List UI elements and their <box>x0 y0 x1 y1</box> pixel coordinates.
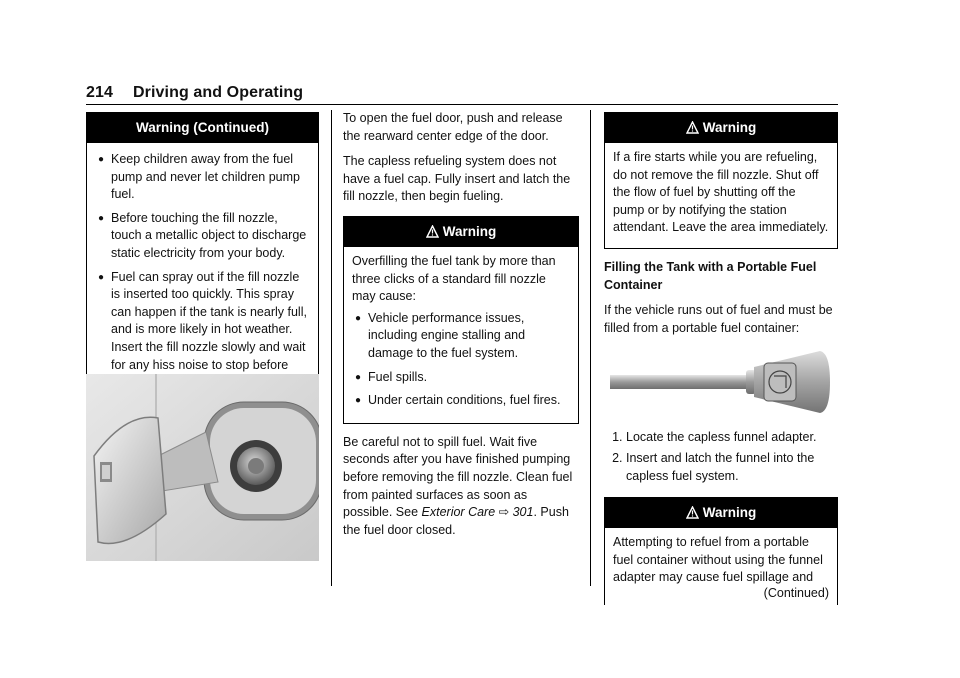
warning-bullet-list <box>352 310 570 410</box>
warning-box-portable <box>604 497 838 604</box>
warning-triangle-icon <box>686 500 699 530</box>
header-rule <box>86 104 838 105</box>
portable-container-heading: Filling the Tank with a Portable Fuel Container <box>604 259 817 292</box>
bullet-icon: ● <box>98 212 105 224</box>
list-item: ● Keep children away from the fuel pump and never let children pump fuel. <box>98 152 301 202</box>
list-item: ● Before touching the fill nozzle, touch a metallic object to discharge static electricity from your body. <box>98 210 307 260</box>
right-column <box>604 112 838 605</box>
warning-triangle-icon <box>426 219 439 249</box>
warning-header: Warning <box>605 113 837 143</box>
fuel-door-photo <box>86 374 319 561</box>
list-item: 1. Locate the capless funnel adapter. <box>626 429 838 447</box>
bullet-icon: ● <box>98 271 105 283</box>
list-item: ● Fuel can spray out if the fill nozzle is inserted too quickly. This spray can happen if the tank is nearly full, and is more likely in hot weather. Insert the fill nozzle slowly and wait for any hiss noise to stop before <box>98 269 307 372</box>
page-reference[interactable]: ⇨ 301 <box>498 505 534 520</box>
warning-box-continued <box>86 112 319 406</box>
warning-triangle-icon <box>686 115 699 145</box>
warning-intro: Overfilling the fuel tank by more than three clicks of a standard fill nozzle may cause: <box>352 253 556 304</box>
exterior-care-link[interactable]: Exterior Care <box>421 505 496 520</box>
column-divider-right <box>590 110 591 586</box>
page-header <box>86 84 303 102</box>
bullet-icon: ● <box>355 395 362 407</box>
warning-bullet-list <box>95 151 310 392</box>
bullet-icon: ● <box>98 154 105 165</box>
continued-label: (Continued) <box>763 585 829 600</box>
fuel-door-paragraph: To open the fuel door, push and release the rearward center edge of the door. <box>343 111 563 143</box>
page-number: 214 <box>86 84 113 101</box>
steps-list <box>604 429 838 485</box>
warning-header: Warning (Continued) <box>87 113 318 143</box>
capless-paragraph: The capless refueling system does not have a fuel cap. Fully insert and latch the fill nozzle, then begin fueling. <box>343 154 571 204</box>
warning-header: Warning <box>605 498 837 528</box>
list-item: ● Fuel spills. <box>352 369 570 387</box>
warning-header: Warning <box>344 217 578 247</box>
list-item: 2. Insert and latch the funnel into the capless fuel system. <box>626 450 838 485</box>
funnel-adapter-illustration <box>604 345 838 423</box>
spill-paragraph: Be careful not to spill fuel. Wait five seconds after you have finished pumping before removing the fill nozzle. Clean fuel from painted surfaces as soon as possible. See Exterior Care ⇨ 301. Push the fuel door closed. <box>343 434 573 537</box>
warning-box-fire <box>604 112 838 249</box>
portable-intro: If the vehicle runs out of fuel and must be filled from a portable fuel container: <box>604 303 833 335</box>
left-column <box>86 112 319 406</box>
list-item: ● Under certain conditions, fuel fires. <box>352 392 570 410</box>
list-item: ● Vehicle performance issues, including engine stalling and damage to the fuel system. <box>355 310 526 360</box>
column-divider-left <box>331 110 332 586</box>
portable-warning-text: Attempting to refuel from a portable fuel container without using the funnel adapter may cause fuel spillage and <box>613 535 823 585</box>
bullet-icon: ● <box>355 371 362 383</box>
warning-box-overfill <box>343 216 579 424</box>
section-title: Driving and Operating <box>133 84 304 101</box>
middle-column <box>343 110 579 547</box>
fire-warning-text: If a fire starts while you are refueling, do not remove the fill nozzle. Shut off the flow of fuel by shutting off the pump or by notifying the station attendant. Leave the area immediately. <box>613 150 829 235</box>
bullet-icon: ● <box>355 312 362 324</box>
